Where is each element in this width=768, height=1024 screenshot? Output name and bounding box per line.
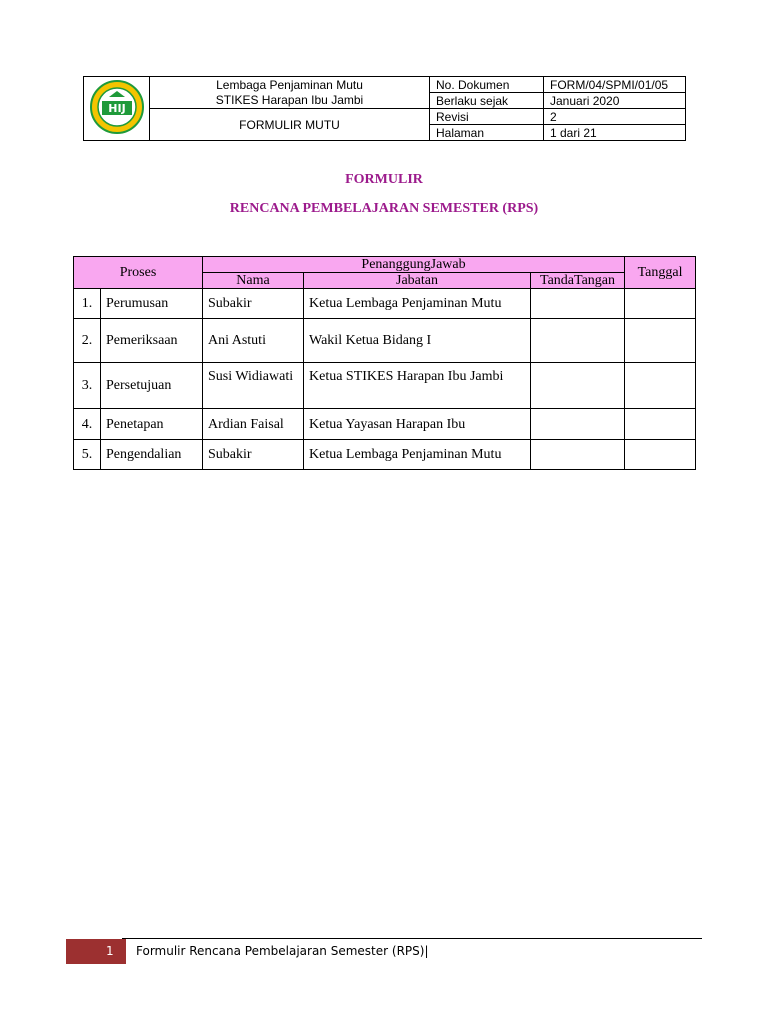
- row-jabatan: Ketua STIKES Harapan Ibu Jambi: [304, 363, 531, 409]
- footer-text: Formulir Rencana Pembelajaran Semester (RPS)|: [136, 944, 429, 958]
- meta-label-revisi: Revisi: [430, 109, 544, 125]
- institution-name: Lembaga Penjaminan Mutu STIKES Harapan Ibu Jambi: [150, 77, 430, 109]
- form-label: FORMULIR MUTU: [150, 109, 430, 141]
- svg-text:HIJ: HIJ: [107, 102, 126, 115]
- meta-label-berlaku: Berlaku sejak: [430, 93, 544, 109]
- row-nama: Subakir: [203, 289, 304, 319]
- row-number: 2.: [74, 319, 101, 363]
- row-number: 3.: [74, 363, 101, 409]
- header-proses: Proses: [74, 257, 203, 289]
- row-tanggal[interactable]: [625, 363, 696, 409]
- header-tanda-tangan: TandaTangan: [531, 273, 625, 289]
- meta-value-halaman: 1 dari 21: [544, 125, 686, 141]
- header-jabatan: Jabatan: [304, 273, 531, 289]
- row-tanggal[interactable]: [625, 440, 696, 470]
- row-proses: Pengendalian: [101, 440, 203, 470]
- table-row: [74, 319, 696, 363]
- row-proses: Perumusan: [101, 289, 203, 319]
- row-number: 5.: [74, 440, 101, 470]
- meta-value-revisi: 2: [544, 109, 686, 125]
- table-row: [74, 409, 696, 440]
- footer-page-number: 1: [106, 944, 114, 958]
- form-title: FORMULIR: [345, 172, 423, 187]
- row-nama: Ardian Faisal: [203, 409, 304, 440]
- row-nama: Ani Astuti: [203, 319, 304, 363]
- document-header: [83, 76, 686, 141]
- row-proses: Penetapan: [101, 409, 203, 440]
- row-tanda-tangan[interactable]: [531, 440, 625, 470]
- meta-label-halaman: Halaman: [430, 125, 544, 141]
- meta-value-no-dokumen: FORM/04/SPMI/01/05: [544, 77, 686, 93]
- row-tanda-tangan[interactable]: [531, 363, 625, 409]
- form-subtitle: RENCANA PEMBELAJARAN SEMESTER (RPS): [229, 201, 539, 216]
- footer-divider: [122, 938, 702, 939]
- header-tanggal: Tanggal: [625, 257, 696, 289]
- row-tanggal[interactable]: [625, 289, 696, 319]
- row-tanda-tangan[interactable]: [531, 409, 625, 440]
- row-nama: Subakir: [203, 440, 304, 470]
- row-tanggal[interactable]: [625, 319, 696, 363]
- header-nama: Nama: [203, 273, 304, 289]
- row-number: 4.: [74, 409, 101, 440]
- rps-approval-table: [73, 256, 696, 470]
- meta-value-berlaku: Januari 2020: [544, 93, 686, 109]
- row-nama: Susi Widiawati: [203, 363, 304, 409]
- footer-page-box: [66, 939, 126, 964]
- table-row: [74, 363, 696, 409]
- logo-seal-icon: [89, 79, 145, 135]
- row-tanda-tangan[interactable]: [531, 319, 625, 363]
- table-row: [74, 440, 696, 470]
- institution-logo: [84, 77, 150, 141]
- table-row: [74, 289, 696, 319]
- row-number: 1.: [74, 289, 101, 319]
- row-jabatan: Wakil Ketua Bidang I: [304, 319, 531, 363]
- meta-label-no-dokumen: No. Dokumen: [430, 77, 544, 93]
- row-jabatan: Ketua Lembaga Penjaminan Mutu: [304, 289, 531, 319]
- row-jabatan: Ketua Yayasan Harapan Ibu: [304, 409, 531, 440]
- row-tanggal[interactable]: [625, 409, 696, 440]
- row-jabatan: Ketua Lembaga Penjaminan Mutu: [304, 440, 531, 470]
- row-proses: Pemeriksaan: [101, 319, 203, 363]
- row-tanda-tangan[interactable]: [531, 289, 625, 319]
- row-proses: Persetujuan: [101, 363, 203, 409]
- header-penanggung-jawab: PenanggungJawab: [203, 257, 625, 273]
